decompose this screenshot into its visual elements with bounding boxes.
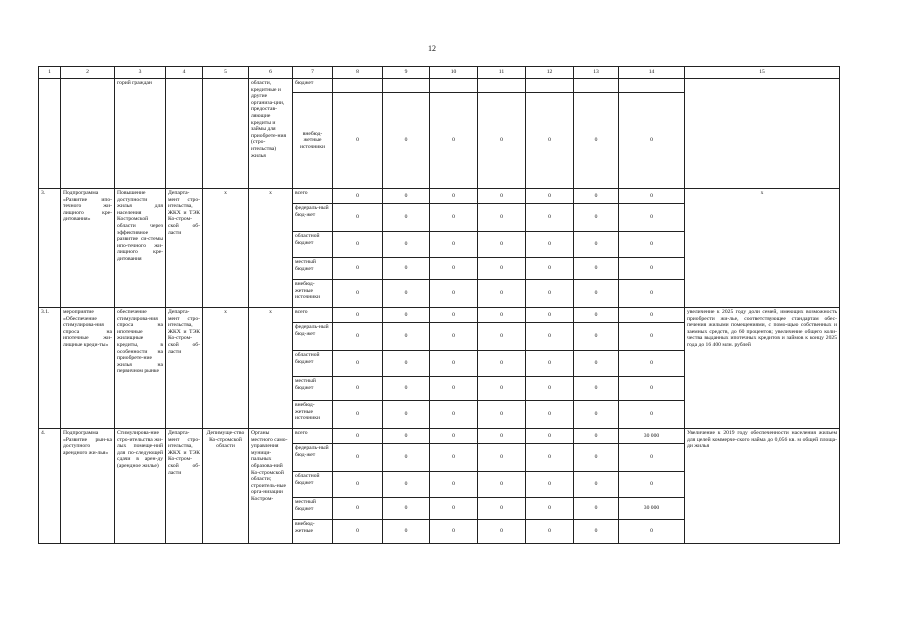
- value-cell: 0: [333, 280, 383, 308]
- value-cell: 0: [383, 280, 430, 308]
- table-header-row: [39, 67, 840, 79]
- value-cell: 0: [478, 401, 526, 429]
- value-cell: 0: [333, 308, 383, 323]
- result-cell: х: [685, 189, 840, 308]
- header-cell: 14: [619, 67, 685, 79]
- table-body: [39, 67, 840, 544]
- coexecutor-cell: [203, 79, 249, 189]
- value-cell: 0: [574, 189, 619, 204]
- source-cell: федераль-ный бюд-жет: [293, 204, 333, 232]
- value-cell: 0: [526, 258, 574, 280]
- executor-cell: [166, 79, 203, 189]
- value-cell: 0: [333, 232, 383, 258]
- value-cell: 0: [574, 351, 619, 377]
- value-cell: 0: [574, 323, 619, 351]
- value-cell: 0: [333, 429, 383, 444]
- value-cell: 0: [478, 444, 526, 472]
- value-cell: 0: [430, 323, 478, 351]
- value-cell: 0: [478, 323, 526, 351]
- value-cell: 0: [619, 280, 685, 308]
- value-cell: 0: [619, 401, 685, 429]
- participants-cell: х: [249, 189, 293, 308]
- value-cell: 0: [526, 498, 574, 520]
- value-cell: 0: [383, 308, 430, 323]
- name-cell: [61, 79, 115, 189]
- num-cell: 3.: [39, 189, 61, 308]
- value-cell: [383, 79, 430, 93]
- value-cell: [430, 79, 478, 93]
- value-cell: 0: [333, 323, 383, 351]
- participants-cell: области, кредитные и другие организа-ции, предостав-ляющие кредиты и займы для приобрете-ния (стро-ительства) жилья: [249, 79, 293, 189]
- value-cell: [526, 79, 574, 93]
- source-cell: всего: [293, 189, 333, 204]
- header-cell: 5: [203, 67, 249, 79]
- value-cell: 0: [526, 232, 574, 258]
- header-cell: 13: [574, 67, 619, 79]
- executor-cell: Департа-мент стро-ительства, ЖКХ и ТЭК Ко-стром-ской об-ласти: [166, 429, 203, 544]
- value-cell: 0: [383, 520, 430, 544]
- value-cell: [333, 79, 383, 93]
- value-cell: 0: [383, 93, 430, 189]
- header-cell: 11: [478, 67, 526, 79]
- value-cell: 0: [526, 520, 574, 544]
- value-cell: 0: [574, 444, 619, 472]
- value-cell: 0: [383, 498, 430, 520]
- value-cell: [478, 79, 526, 93]
- header-cell: 8: [333, 67, 383, 79]
- value-cell: 0: [430, 377, 478, 401]
- participants-cell: х: [249, 308, 293, 429]
- header-cell: 4: [166, 67, 203, 79]
- source-cell: внебюд-жетные источники: [293, 93, 333, 189]
- value-cell: 0: [478, 472, 526, 498]
- value-cell: 30 000: [619, 498, 685, 520]
- name-cell: Подпрограмма «Развитие ипо-течного жи-лищного кре-дитования»: [61, 189, 115, 308]
- table-row: [39, 429, 840, 444]
- value-cell: 0: [383, 189, 430, 204]
- value-cell: 0: [574, 401, 619, 429]
- header-cell: 12: [526, 67, 574, 79]
- value-cell: 0: [430, 401, 478, 429]
- source-cell: федераль-ный бюд-жет: [293, 323, 333, 351]
- value-cell: 0: [526, 429, 574, 444]
- result-cell: Увеличение к 2019 году обеспеченности населения жильем для целей коммерче-ского найма до 0,056 кв. м общей площа-ди жилья: [685, 429, 840, 544]
- value-cell: 0: [526, 280, 574, 308]
- value-cell: 0: [430, 429, 478, 444]
- value-cell: 0: [430, 444, 478, 472]
- table-row: [39, 189, 840, 204]
- value-cell: 0: [333, 93, 383, 189]
- value-cell: [574, 79, 619, 93]
- num-cell: [39, 79, 61, 189]
- source-cell: всего: [293, 308, 333, 323]
- value-cell: 0: [478, 204, 526, 232]
- value-cell: 0: [383, 323, 430, 351]
- source-cell: местный бюджет: [293, 498, 333, 520]
- value-cell: 0: [430, 93, 478, 189]
- value-cell: [619, 79, 685, 93]
- header-cell: 1: [39, 67, 61, 79]
- value-cell: 0: [383, 351, 430, 377]
- name-cell: мероприятие «Обеспечение стимулирова-ния спроса на ипотечные жи-лищные креди-ты»: [61, 308, 115, 429]
- coexecutor-cell: х: [203, 308, 249, 429]
- value-cell: 0: [333, 258, 383, 280]
- value-cell: 0: [383, 444, 430, 472]
- value-cell: 0: [619, 204, 685, 232]
- value-cell: 0: [574, 204, 619, 232]
- value-cell: 0: [574, 472, 619, 498]
- executor-cell: Департа-мент стро-ительства, ЖКХ и ТЭК Ко-стром-ской об-ласти: [166, 189, 203, 308]
- value-cell: 0: [478, 258, 526, 280]
- value-cell: 0: [574, 520, 619, 544]
- value-cell: 0: [574, 280, 619, 308]
- value-cell: 0: [619, 308, 685, 323]
- source-cell: федераль-ный бюд-жет: [293, 444, 333, 472]
- goal-cell: Стимулирова-ние стро-ительства жи-лых помеще-ний для по-следующей сдачи в арен-ду (арендное жилье): [115, 429, 166, 544]
- value-cell: 0: [619, 377, 685, 401]
- value-cell: 0: [526, 323, 574, 351]
- value-cell: 0: [333, 189, 383, 204]
- value-cell: 0: [478, 93, 526, 189]
- value-cell: 0: [574, 308, 619, 323]
- value-cell: 0: [430, 472, 478, 498]
- header-cell: 6: [249, 67, 293, 79]
- value-cell: 0: [333, 444, 383, 472]
- value-cell: 0: [574, 258, 619, 280]
- value-cell: 0: [333, 498, 383, 520]
- value-cell: 0: [574, 429, 619, 444]
- value-cell: 0: [430, 204, 478, 232]
- value-cell: 0: [619, 323, 685, 351]
- value-cell: 0: [383, 401, 430, 429]
- value-cell: 0: [430, 189, 478, 204]
- value-cell: 30 000: [619, 429, 685, 444]
- value-cell: 0: [430, 232, 478, 258]
- value-cell: 0: [333, 401, 383, 429]
- source-cell: внебюд-жетные источники: [293, 401, 333, 429]
- name-cell: Подпрограмма «Развитие рын-ка доступного арендного жи-лья»: [61, 429, 115, 544]
- value-cell: 0: [526, 308, 574, 323]
- goal-cell: горий граждан: [115, 79, 166, 189]
- value-cell: 0: [430, 351, 478, 377]
- goal-cell: Повышение доступности жилья для населения Костромской области через эффективное развитие си-стемы ипо-течного жи-лищного кре-дитования: [115, 189, 166, 308]
- value-cell: 0: [430, 280, 478, 308]
- header-cell: 7: [293, 67, 333, 79]
- value-cell: 0: [574, 498, 619, 520]
- source-cell: областной бюджет: [293, 472, 333, 498]
- coexecutor-cell: Депимуще-ство Ко-стромской области: [203, 429, 249, 544]
- value-cell: 0: [526, 351, 574, 377]
- value-cell: 0: [526, 472, 574, 498]
- table-row: [39, 308, 840, 323]
- header-cell: 9: [383, 67, 430, 79]
- value-cell: 0: [383, 204, 430, 232]
- value-cell: 0: [526, 377, 574, 401]
- value-cell: 0: [574, 232, 619, 258]
- value-cell: 0: [619, 93, 685, 189]
- source-cell: областной бюджет: [293, 351, 333, 377]
- value-cell: 0: [526, 401, 574, 429]
- value-cell: 0: [430, 258, 478, 280]
- value-cell: 0: [526, 204, 574, 232]
- value-cell: 0: [430, 498, 478, 520]
- header-cell: 3: [115, 67, 166, 79]
- num-cell: 3.1.: [39, 308, 61, 429]
- value-cell: 0: [619, 520, 685, 544]
- goal-cell: обеспечение стимулирова-ния спроса на ипотечные жилищные кредиты, в особенности на приобрете-ние жилья на первичном рынке: [115, 308, 166, 429]
- source-cell: всего: [293, 429, 333, 444]
- value-cell: 0: [383, 258, 430, 280]
- table-row: [39, 79, 840, 93]
- executor-cell: Департа-мент стро-ительства, ЖКХ и ТЭК Ко-стром-ской об-ласти: [166, 308, 203, 429]
- value-cell: 0: [478, 351, 526, 377]
- value-cell: 0: [619, 444, 685, 472]
- value-cell: 0: [526, 189, 574, 204]
- result-cell: [685, 79, 840, 189]
- value-cell: 0: [574, 377, 619, 401]
- value-cell: 0: [478, 308, 526, 323]
- num-cell: 4.: [39, 429, 61, 544]
- coexecutor-cell: х: [203, 189, 249, 308]
- value-cell: 0: [383, 377, 430, 401]
- value-cell: 0: [478, 429, 526, 444]
- value-cell: 0: [333, 520, 383, 544]
- value-cell: 0: [333, 377, 383, 401]
- value-cell: 0: [619, 258, 685, 280]
- source-cell: местный бюджет: [293, 258, 333, 280]
- value-cell: 0: [478, 498, 526, 520]
- result-cell: увеличение к 2025 году доли семей, имеющих возможность приобрести жи-лье, соответствующее стандартам обес-печения жилыми помещениями, с помо-щью собственных и заемных средств, до 60 процентов; увеличение общего коли-чества выданных ипотечных кредитов и займов к концу 2025 года до 16 400 млн. рублей: [685, 308, 840, 429]
- header-cell: 10: [430, 67, 478, 79]
- value-cell: 0: [478, 232, 526, 258]
- source-cell: внебюд-жетные источники: [293, 280, 333, 308]
- value-cell: 0: [333, 204, 383, 232]
- value-cell: 0: [574, 93, 619, 189]
- value-cell: 0: [383, 472, 430, 498]
- page-number: 12: [428, 44, 436, 53]
- value-cell: 0: [478, 189, 526, 204]
- value-cell: 0: [526, 93, 574, 189]
- source-cell: внебюд-жетные: [293, 520, 333, 544]
- program-table: [38, 66, 840, 544]
- value-cell: 0: [383, 429, 430, 444]
- value-cell: 0: [383, 232, 430, 258]
- value-cell: 0: [619, 351, 685, 377]
- value-cell: 0: [333, 472, 383, 498]
- source-cell: бюджет: [293, 79, 333, 93]
- participants-cell: Органы местного само-управления муници-пальных образова-ний Ко-стромской области; строитель-ные орга-низации Костром-: [249, 429, 293, 544]
- value-cell: 0: [430, 308, 478, 323]
- value-cell: 0: [478, 520, 526, 544]
- header-cell: 15: [685, 67, 840, 79]
- value-cell: 0: [333, 351, 383, 377]
- value-cell: 0: [619, 472, 685, 498]
- source-cell: местный бюджет: [293, 377, 333, 401]
- value-cell: 0: [526, 444, 574, 472]
- source-cell: областной бюджет: [293, 232, 333, 258]
- value-cell: 0: [619, 189, 685, 204]
- value-cell: 0: [619, 232, 685, 258]
- value-cell: 0: [478, 377, 526, 401]
- value-cell: 0: [478, 280, 526, 308]
- value-cell: 0: [430, 520, 478, 544]
- header-cell: 2: [61, 67, 115, 79]
